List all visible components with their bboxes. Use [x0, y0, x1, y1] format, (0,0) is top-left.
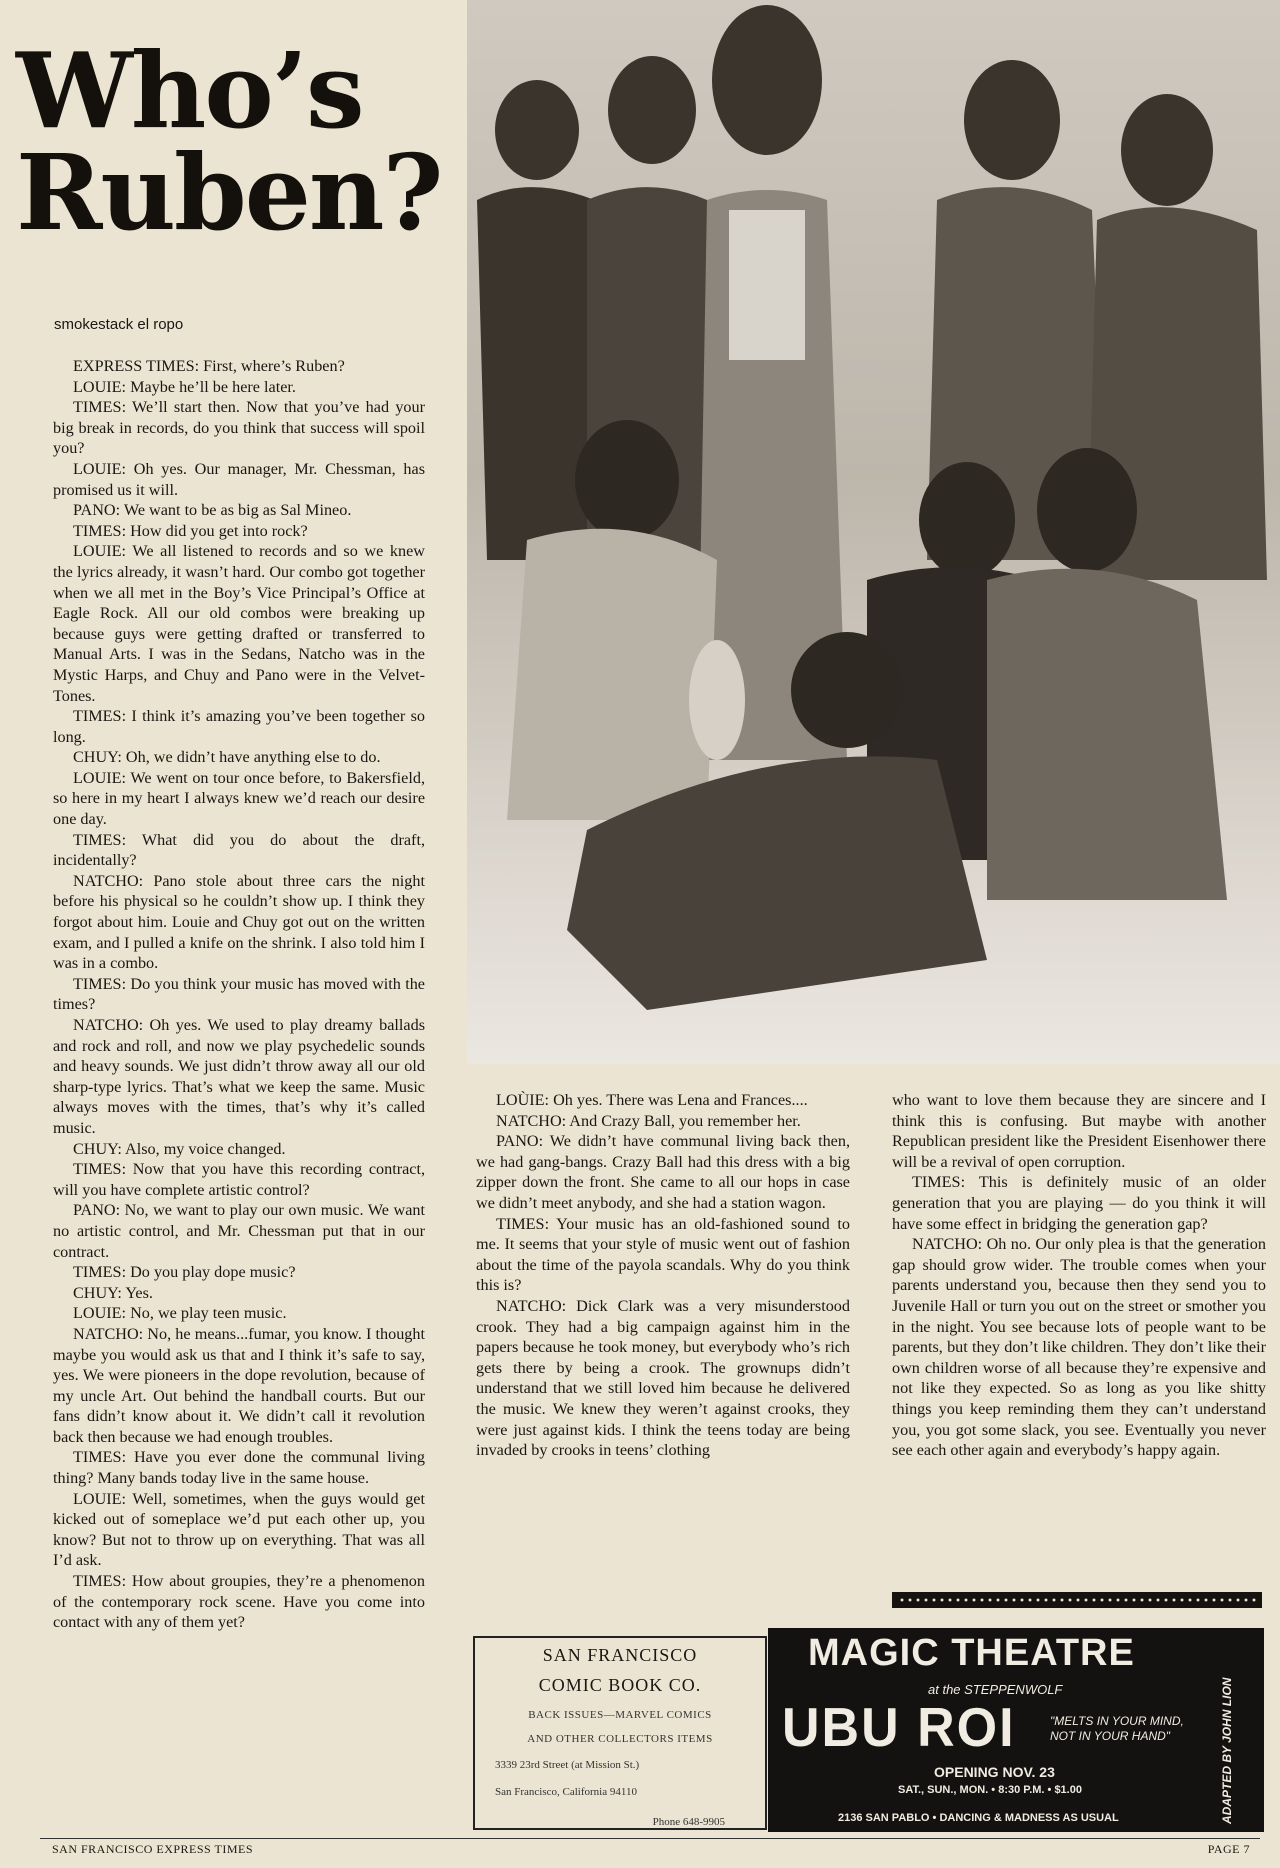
article-paragraph: PANO: We want to be as big as Sal Mineo.	[73, 501, 352, 520]
footer-page-number: PAGE 7	[1207, 1842, 1250, 1856]
article-paragraph: LOÙIE: Oh yes. There was Lena and Frances....	[496, 1091, 808, 1109]
comic-ad-sub-2: AND OTHER COLLECTORS ITEMS	[527, 1733, 713, 1745]
comic-ad-sub-1: BACK ISSUES—MARVEL COMICS	[528, 1709, 712, 1721]
article-column-1	[53, 356, 425, 1834]
article-paragraph: EXPRESS TIMES: First, where’s Ruben?	[73, 357, 345, 375]
article-paragraph: CHUY: Yes.	[73, 1283, 153, 1302]
article-column-3	[892, 1090, 1266, 1590]
magic-theatre-ad	[768, 1628, 1264, 1832]
article-paragraph: NATCHO: And Crazy Ball, you remember her.	[496, 1111, 801, 1130]
article-paragraph: PANO: We didn’t have communal living back then, we had gang-bangs. Crazy Ball had this dress with a big zipper down the front. She came to all our hops in case we didn’t meet anybody, and she had a station wagon.	[476, 1132, 850, 1212]
article-paragraph: NATCHO: Oh no. Our only plea is that the generation gap should grow wider. The trouble comes when your parents understand you, because then they send you to Juvenile Hall or turn you out on the street or smother you in the night. You see because lots of people want to be parents, but they don’t like children. They don’t like their own children worse of all because they’re expensive and not like they expected. So as long as you like shitty things you keep reminding them they can’t understand you, you got some slack, you see. Eventually you never see each other again and everybody’s happy again.	[892, 1235, 1266, 1460]
comic-ad-address-1: 3339 23rd Street (at Mission St.)	[495, 1759, 640, 1771]
magic-ad-opening: OPENING NOV. 23	[934, 1764, 1055, 1780]
article-paragraph: who want to love them because they are sincere and I think this is confusing. But maybe with another Republican president like the President Eisenhower there will be a revival of open corruption.	[892, 1091, 1266, 1171]
headline-line-1: Who’s	[16, 29, 363, 152]
byline: smokestack el ropo	[54, 316, 184, 333]
magic-ad-quote: "MELTS IN YOUR MIND, NOT IN YOUR HAND"	[1050, 1714, 1184, 1743]
comic-ad-name-2: COMIC BOOK CO.	[538, 1675, 702, 1695]
band-photo	[467, 0, 1280, 1064]
article-paragraph: CHUY: Oh, we didn’t have anything else to do.	[73, 748, 381, 767]
article-paragraph: CHUY: Also, my voice changed.	[73, 1139, 286, 1158]
magic-ad-address: 2136 SAN PABLO • DANCING & MADNESS AS USUAL	[838, 1812, 1119, 1824]
comic-ad-phone: Phone 648-9905	[652, 1816, 725, 1828]
article-paragraph: TIMES: This is definitely music of an older generation that you are playing — do you think it will have some effect in bridging the generation gap?	[892, 1173, 1266, 1233]
article-paragraph: TIMES: Do you play dope music?	[73, 1263, 296, 1282]
dotted-divider	[892, 1592, 1262, 1608]
comic-ad-name-1: SAN FRANCISCO	[542, 1645, 698, 1665]
comic-book-ad	[473, 1636, 767, 1830]
article-paragraph: NATCHO: Oh yes. We used to play dreamy ballads and rock and roll, and now we play psychedelic sounds and heavy sounds. We just didn’t throw away all our old sharp-type lyrics. That’s what we keep the same. Music always moves with the times, that’s why it’s called music.	[53, 1016, 425, 1137]
article-paragraph: NATCHO: Pano stole about three cars the night before his physical so he couldn’t show up. I think they forgot about him. Louie and Chuy got out on the written exam, and I pulled a knife on the shrink. I also told him I was in a combo.	[53, 871, 425, 973]
article-paragraph: LOUIE: We all listened to records and so we knew the lyrics already, it wasn’t hard. Our combo got together when we all met in the Boy’s Vice Principal’s Office at Eagle Rock. All our old combos were breaking up because guys were getting drafted or transferred to Manual Arts. I was in the Sedans, Natcho was in the Mystic Harps, and Chuy and Pano were in the Velvet-Tones.	[53, 542, 425, 705]
footer-rule	[40, 1838, 1260, 1839]
headline	[16, 29, 456, 254]
article-paragraph: TIMES: How about groupies, they’re a phenomenon of the contemporary rock scene. Have you come into contact with any of them yet?	[53, 1572, 425, 1632]
article-paragraph: TIMES: What did you do about the draft, incidentally?	[53, 830, 425, 870]
headline-line-2: Ruben?	[16, 130, 442, 254]
article-paragraph: NATCHO: No, he means...fumar, you know. I thought maybe you would ask us that and I think it’s safe to say, yes. We were pioneers in the dope revolution, because of my uncle Art. Out behind the handball courts. But our fans didn’t know about it. We didn’t call it revolution back then because we had enough troubles.	[53, 1324, 425, 1446]
article-paragraph: PANO: No, we want to play our own music. We want no artistic control, and Mr. Chessman put that in our contract.	[53, 1201, 425, 1261]
comic-ad-address-2: San Francisco, California 94110	[495, 1786, 637, 1798]
article-paragraph: LOUIE: No, we play teen music.	[73, 1304, 287, 1323]
magic-ad-times: SAT., SUN., MON. • 8:30 P.M. • $1.00	[898, 1784, 1082, 1796]
magic-ad-credit: ADAPTED BY JOHN LION	[1220, 1677, 1234, 1824]
footer-publication: SAN FRANCISCO EXPRESS TIMES	[52, 1842, 253, 1856]
article-paragraph: TIMES: We’ll start then. Now that you’ve had your big break in records, do you think that success will spoil you?	[53, 398, 425, 458]
article-paragraph: TIMES: Now that you have this recording contract, will you have complete artistic control?	[53, 1160, 425, 1199]
magic-ad-title: MAGIC THEATRE	[808, 1632, 1135, 1674]
article-paragraph: TIMES: How did you get into rock?	[73, 521, 308, 540]
magic-ad-venue: at the STEPPENWOLF	[928, 1682, 1063, 1697]
article-paragraph: LOUIE: Maybe he’ll be here later.	[73, 377, 296, 396]
article-paragraph: TIMES: Your music has an old-fashioned sound to me. It seems that your style of music went out of fashion about the time of the payola scandals. Why do you think this is?	[476, 1214, 850, 1295]
article-paragraph: TIMES: I think it’s amazing you’ve been together so long.	[53, 707, 425, 746]
article-paragraph: TIMES: Have you ever done the communal living thing? Many bands today live in the same house.	[53, 1448, 425, 1488]
article-paragraph: NATCHO: Dick Clark was a very misunderstood crook. They had a big campaign against him in the papers because he took money, but everybody who’s rich gets there by being a crook. The grownups didn’t understand that we still loved him because he delivered the music. We knew they weren’t against crooks, they were just against kids. I think the teens today are being invaded by crooks in teens’ clothing	[476, 1296, 850, 1460]
article-paragraph: TIMES: Do you think your music has moved with the times?	[53, 974, 425, 1014]
article-paragraph: LOUIE: Well, sometimes, when the guys would get kicked out of someplace we’d put each other up, you know? But not to throw up on everything. That was all I’d ask.	[53, 1489, 425, 1570]
article-paragraph: LOUIE: We went on tour once before, to Bakersfield, so here in my heart I always knew we’d reach our desire one day.	[53, 768, 425, 829]
magic-ad-play: UBU ROI	[782, 1697, 1016, 1759]
article-paragraph: LOUIE: Oh yes. Our manager, Mr. Chessman, has promised us it will.	[53, 459, 425, 499]
